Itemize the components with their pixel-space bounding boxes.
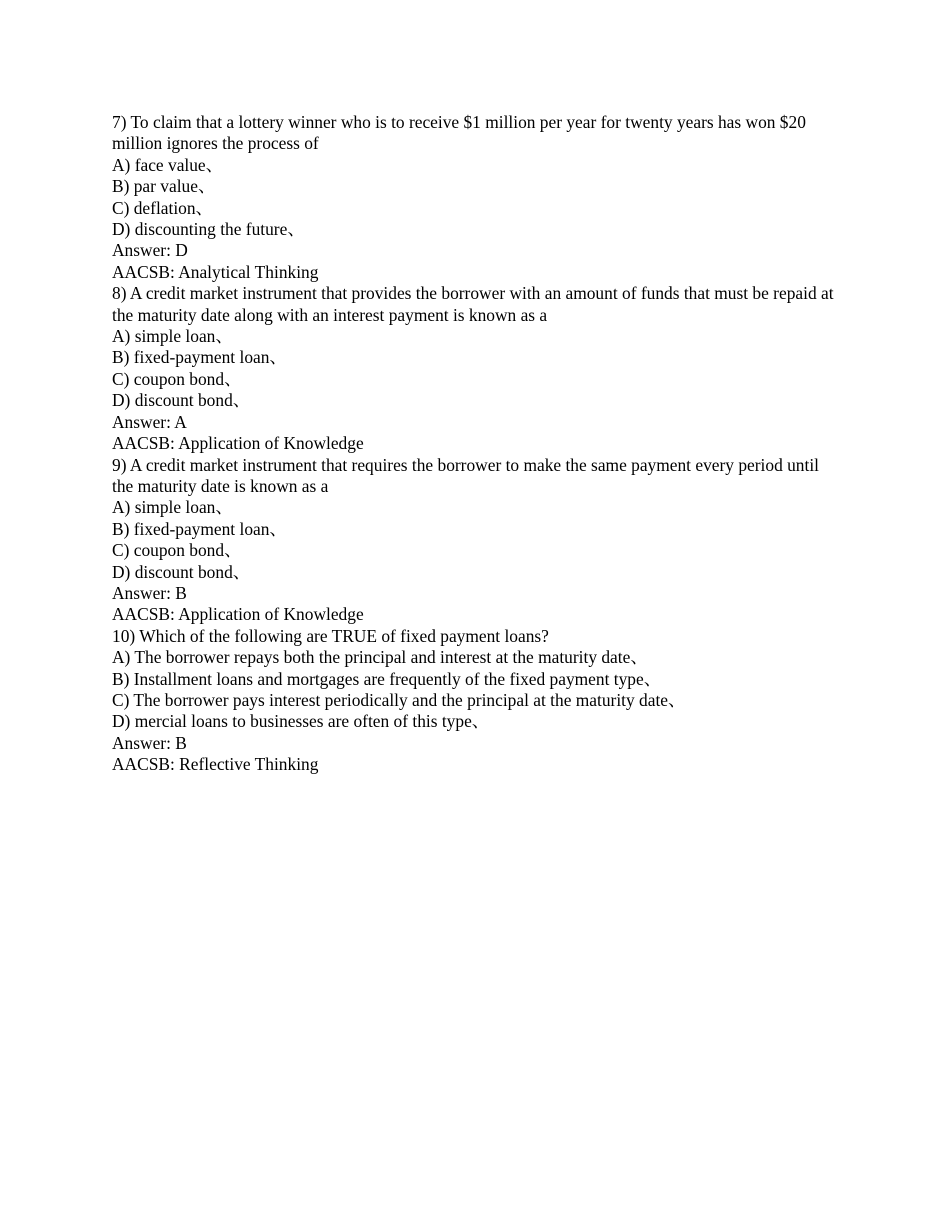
option-b: B) Installment loans and mortgages are frequently of the fixed payment type、 (112, 668, 662, 689)
option-d: D) discounting the future、 (112, 219, 305, 240)
option-c: C) coupon bond、 (112, 368, 242, 389)
option-a: A) The borrower repays both the principal and interest at the maturity date、 (112, 647, 648, 668)
question-stem: 10) Which of the following are TRUE of fixed payment loans? (112, 625, 549, 646)
answer-line: Answer: A (112, 411, 187, 432)
option-d: D) discount bond、 (112, 561, 251, 582)
question-7 (112, 112, 842, 283)
option-c: C) deflation、 (112, 197, 213, 218)
question-stem: 7) To claim that a lottery winner who is to receive $1 million per year for twenty years has won $20 million ignores the process of (112, 112, 806, 154)
question-9 (112, 455, 842, 626)
aacsb-line: AACSB: Reflective Thinking (112, 754, 319, 775)
option-c: C) coupon bond、 (112, 540, 242, 561)
option-c: C) The borrower pays interest periodically and the principal at the maturity date、 (112, 689, 686, 710)
option-b: B) par value、 (112, 176, 216, 197)
answer-line: Answer: B (112, 732, 187, 753)
aacsb-line: AACSB: Analytical Thinking (112, 261, 319, 282)
option-a: A) simple loan、 (112, 497, 233, 518)
option-b: B) fixed-payment loan、 (112, 347, 287, 368)
option-d: D) mercial loans to businesses are often of this type、 (112, 711, 490, 732)
aacsb-line: AACSB: Application of Knowledge (112, 604, 364, 625)
question-8 (112, 283, 842, 454)
question-stem: 9) A credit market instrument that requires the borrower to make the same payment every period until the maturity date is known as a (112, 454, 819, 496)
aacsb-line: AACSB: Application of Knowledge (112, 433, 364, 454)
option-b: B) fixed-payment loan、 (112, 518, 287, 539)
option-a: A) simple loan、 (112, 326, 233, 347)
document-page (112, 112, 842, 776)
option-a: A) face value、 (112, 154, 224, 175)
answer-line: Answer: B (112, 582, 187, 603)
question-stem: 8) A credit market instrument that provides the borrower with an amount of funds that must be repaid at the maturity date along with an interest payment is known as a (112, 283, 834, 325)
answer-line: Answer: D (112, 240, 188, 261)
option-d: D) discount bond、 (112, 390, 251, 411)
question-10 (112, 626, 842, 776)
